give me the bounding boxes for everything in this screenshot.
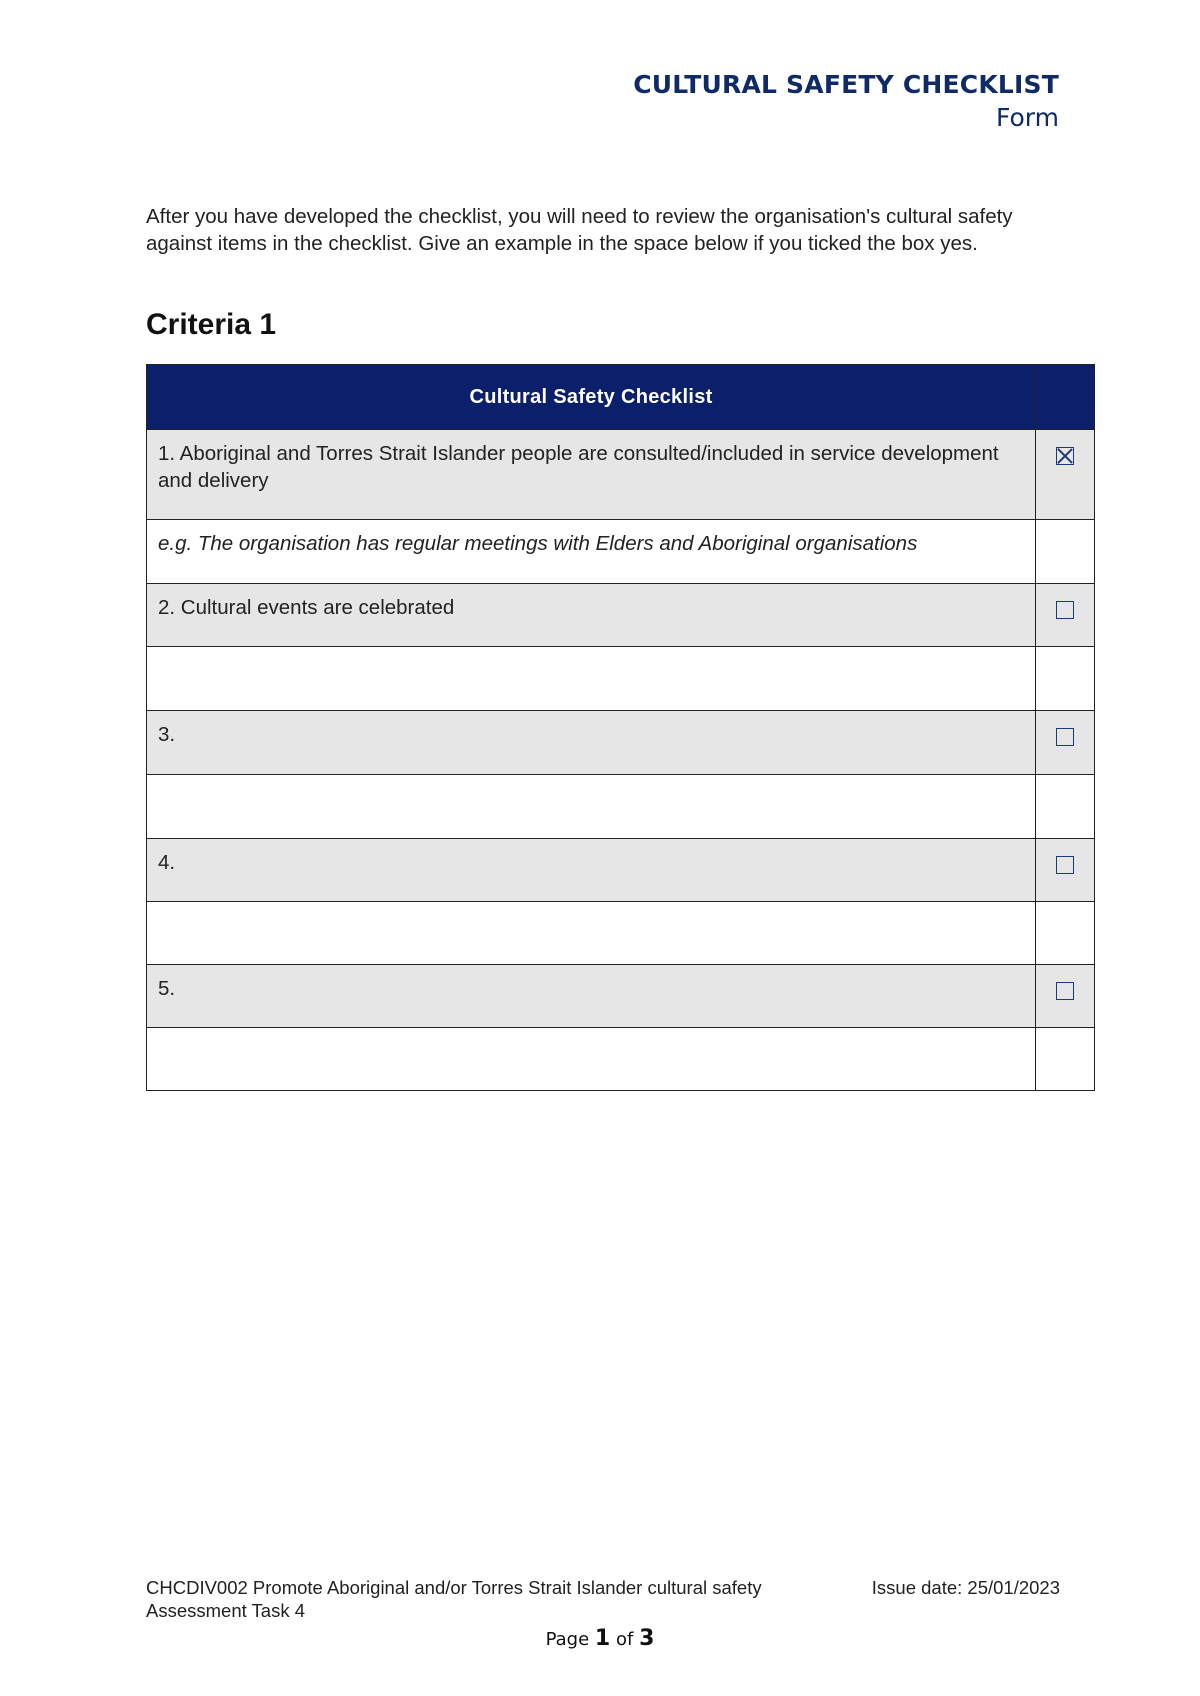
checklist-item-label: 1. Aboriginal and Torres Strait Islander people are consulted/included in service development and delivery	[158, 442, 999, 492]
checklist-example-row	[147, 775, 1095, 839]
checklist-item-label: 5.	[158, 977, 176, 1000]
checkbox-icon[interactable]	[1056, 601, 1074, 619]
checkbox-icon[interactable]	[1056, 856, 1074, 874]
page-label: Page	[545, 1629, 590, 1650]
checklist-example-row	[147, 902, 1095, 965]
checklist-example-field[interactable]	[147, 647, 1035, 667]
checklist-example-row	[147, 520, 1095, 584]
document-subtitle: Form	[996, 103, 1059, 132]
checklist-example-row	[147, 1028, 1095, 1091]
page-current: 1	[594, 1626, 611, 1651]
checklist-example-row	[147, 647, 1095, 711]
document-header	[633, 70, 1059, 132]
checklist-item-row	[147, 965, 1095, 1028]
checklist-header: Cultural Safety Checklist	[147, 365, 1036, 430]
checkbox-icon[interactable]	[1056, 728, 1074, 746]
checklist-table	[146, 364, 1095, 1091]
checked-checkbox-icon[interactable]	[1056, 447, 1074, 465]
document-title: CULTURAL SAFETY CHECKLIST	[633, 70, 1059, 99]
checkbox-icon[interactable]	[1056, 982, 1074, 1000]
checklist-item-label: 2. Cultural events are celebrated	[158, 596, 455, 619]
checklist-example-field[interactable]	[147, 1028, 1035, 1048]
page-total: 3	[639, 1626, 655, 1651]
checklist-example-field[interactable]: e.g. The organisation has regular meetings with Elders and Aboriginal organisations	[158, 532, 918, 555]
checklist-item-row	[147, 839, 1095, 902]
document-footer	[146, 1576, 1060, 1622]
checklist-item-label: 4.	[158, 851, 176, 874]
checklist-header-box	[1036, 365, 1095, 430]
checklist-example-field[interactable]	[147, 902, 1035, 922]
checklist-header-row	[147, 365, 1095, 430]
footer-unit: CHCDIV002 Promote Aboriginal and/or Torres Strait Islander cultural safety	[146, 1577, 762, 1598]
page-of-label: of	[615, 1629, 634, 1650]
checklist-item-label: 3.	[158, 723, 176, 746]
page-number	[0, 1626, 1200, 1651]
footer-issue-date: Issue date: 25/01/2023	[871, 1577, 1060, 1598]
checklist-item-row	[147, 584, 1095, 647]
intro-paragraph: After you have developed the checklist, you will need to review the organisation's cultural safety against items in the checklist. Give an example in the space below if you ticked the box yes.	[146, 204, 1013, 255]
checklist-item-row	[147, 430, 1095, 520]
footer-task: Assessment Task 4	[146, 1600, 306, 1621]
criteria-heading: Criteria 1	[146, 308, 277, 341]
checklist-example-field[interactable]	[147, 775, 1035, 795]
checklist-item-row	[147, 711, 1095, 775]
